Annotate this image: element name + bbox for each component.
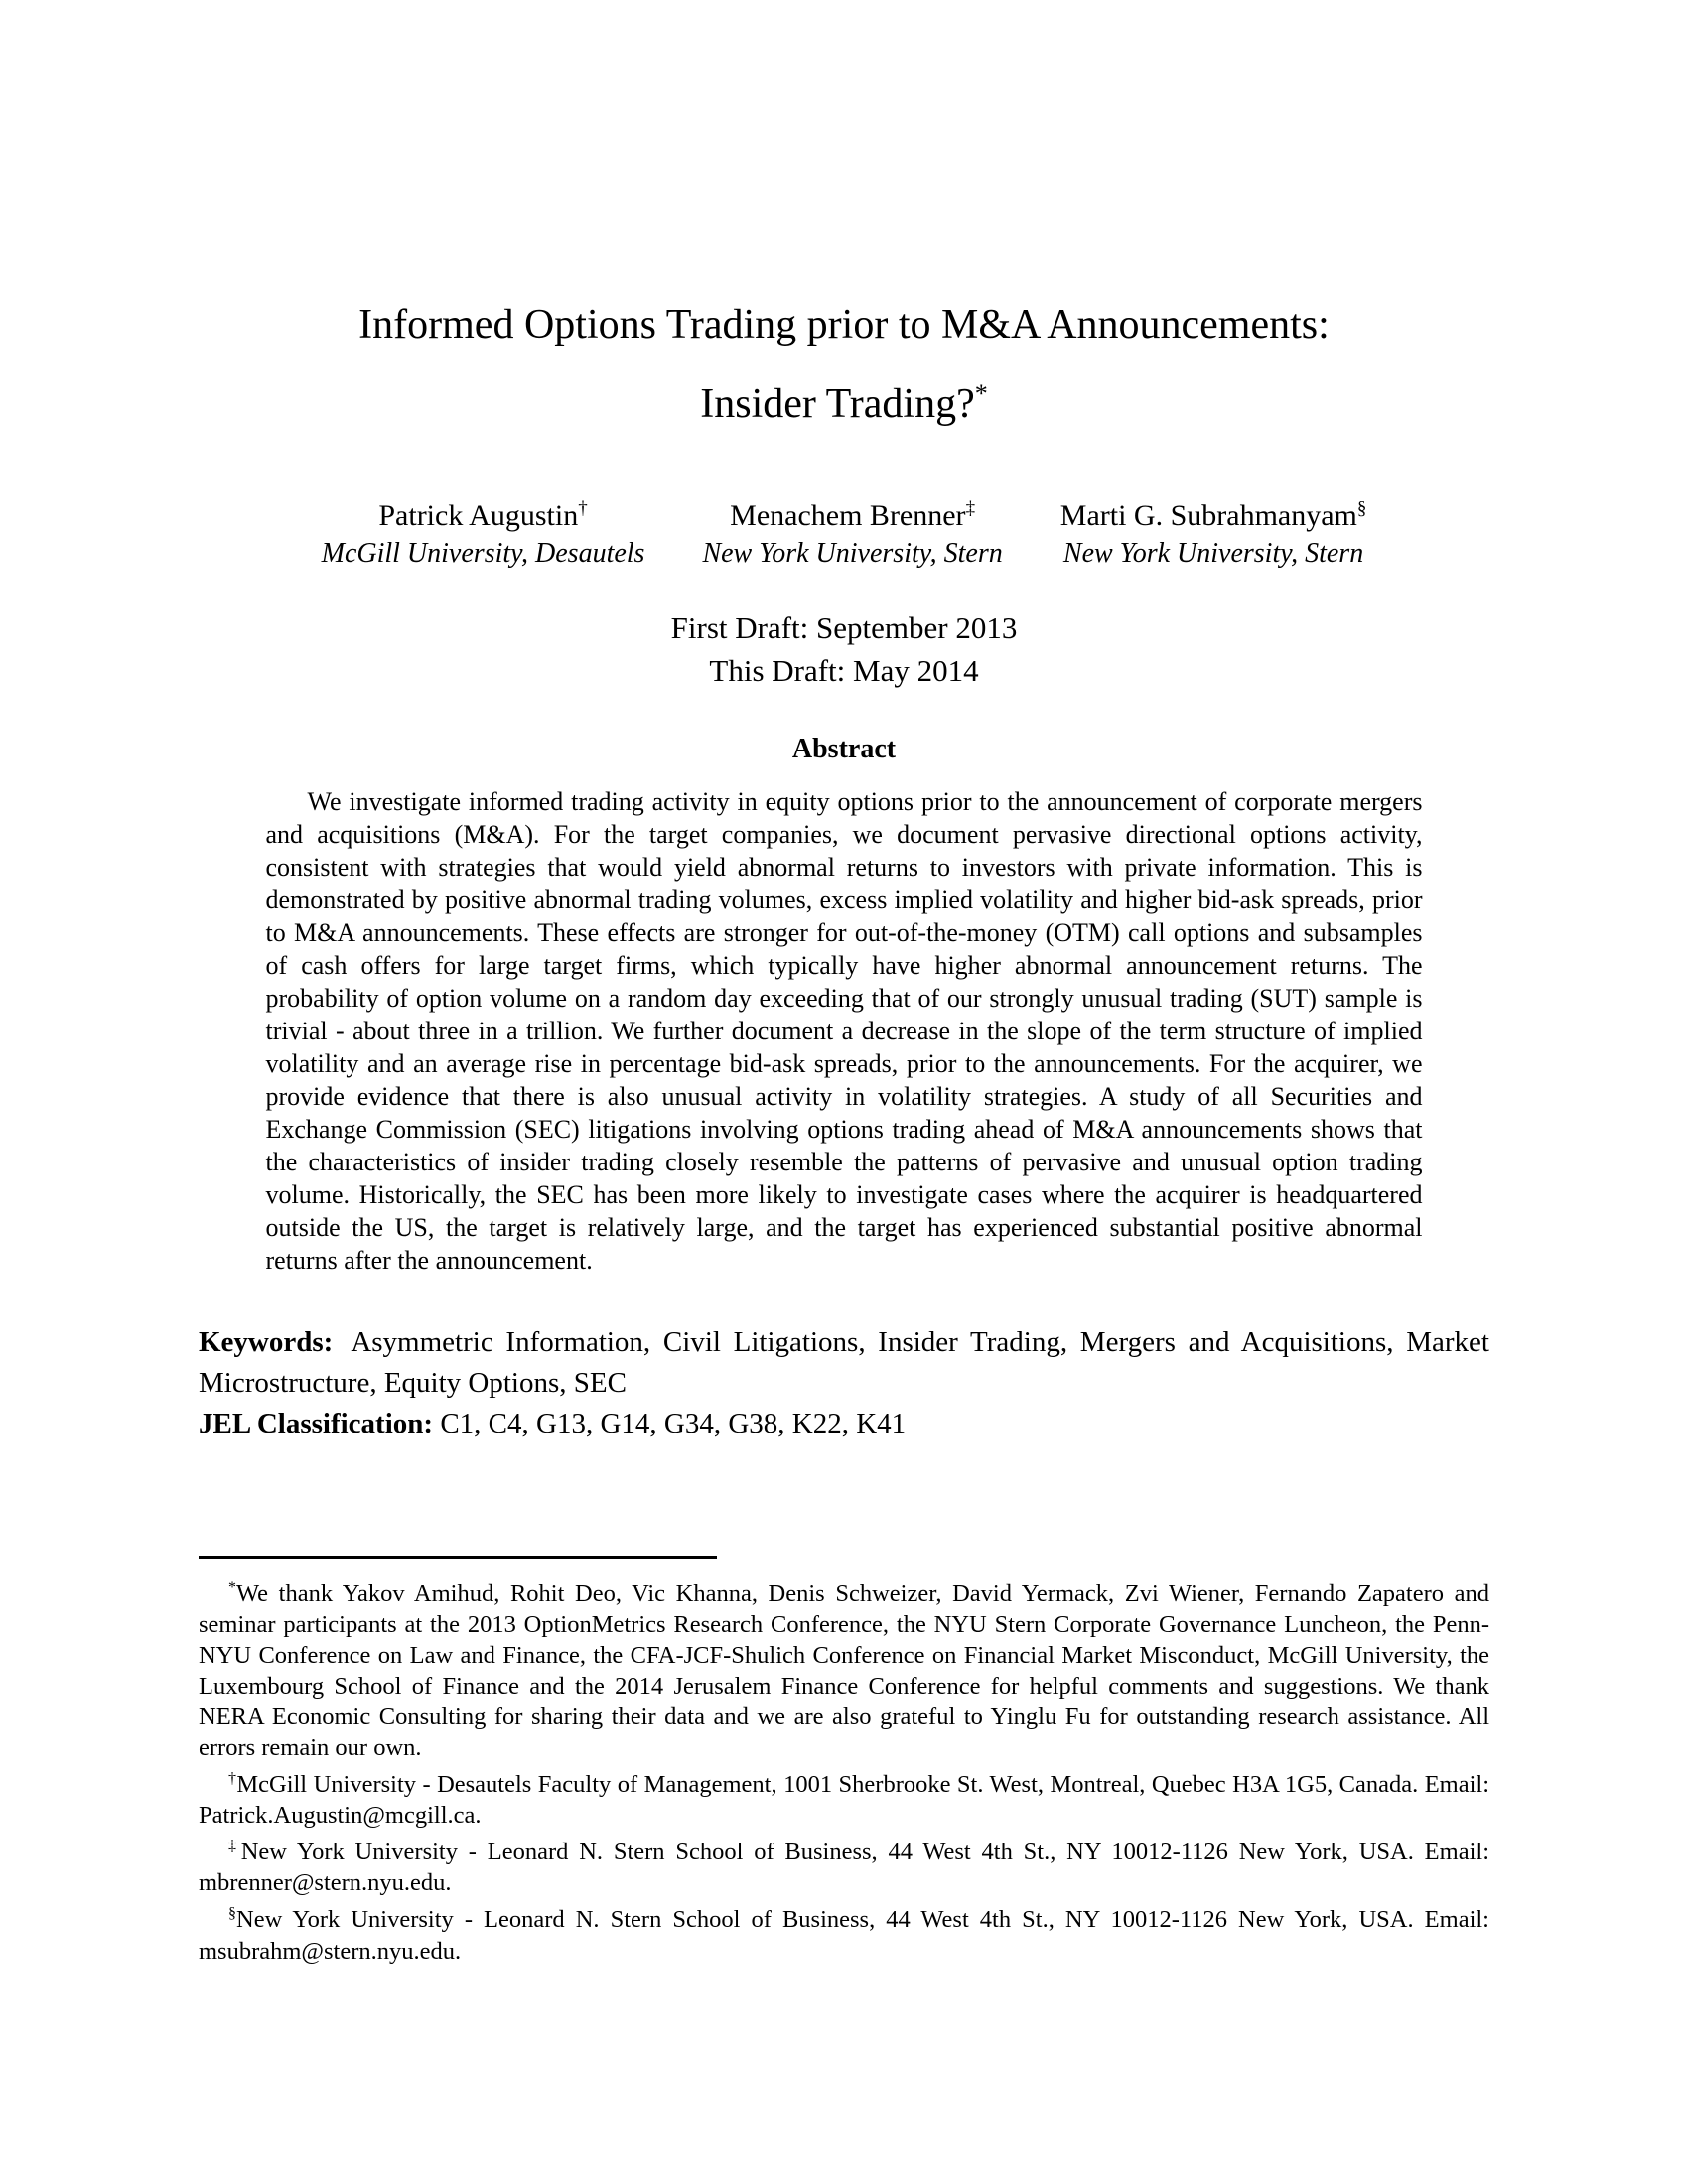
footnote-marker: ‡: [228, 1838, 241, 1855]
paper-title-line2: Insider Trading?*: [700, 379, 988, 427]
abstract-text: We investigate informed trading activity in equity options prior to the announcement of corporate mergers and acquisitions (M&A). For the target companies, we document pervasive directional options activity, consistent with strategies that would yield abnormal returns to investors with private information. This is demonstrated by positive abnormal trading volumes, excess implied volatility and higher bid-ask spreads, prior to M&A announcements. These effects are stronger for out-of-the-money (OTM) call options and subsamples of cash offers for large target firms, which typically have higher abnormal announcement returns. The probability of option volume on a random day exceeding that of our strongly unusual trading (SUT) sample is trivial - about three in a trillion. We further document a decrease in the slope of the term structure of implied volatility and an average rise in percentage bid-ask spreads, prior to the announcements. For the acquirer, we provide evidence that there is also unusual activity in volatility strategies. A study of all Securities and Exchange Commission (SEC) litigations involving options trading ahead of M&A announcements shows that the characteristics of insider trading closely resemble the patterns of pervasive and unusual option trading volume. Historically, the SEC has been more likely to investigate cases where the acquirer is headquartered outside the US, the target is relatively large, and the target has experienced substantial positive abnormal returns after the announcement.: [265, 787, 1423, 1275]
authors-row: [0, 490, 1688, 573]
footnote-marker: *: [228, 1579, 236, 1596]
footnote-subrahmanyam-contact: §New York University - Leonard N. Stern School of Business, 44 West 4th St., NY 10012-1126 New York, USA. Email: msubrahm@stern.nyu.edu.: [199, 1905, 1489, 1965]
author-brenner: [702, 490, 1002, 573]
footnote-rule: [199, 1556, 717, 1559]
footnotes-section: [199, 1572, 1489, 1967]
keywords-label: Keywords:: [199, 1326, 334, 1358]
draft-dates: [0, 607, 1688, 692]
author-footnote-marker: ‡: [965, 498, 976, 519]
author-name: Patrick Augustin†: [378, 498, 588, 532]
author-affiliation: McGill University, Desautels: [321, 538, 645, 569]
footnote-brenner-contact: ‡New York University - Leonard N. Stern School of Business, 44 West 4th St., NY 10012-1126 New York, USA. Email: mbrenner@stern.nyu.edu.: [199, 1838, 1489, 1897]
footnote-marker: §: [228, 1905, 236, 1923]
author-augustin: [322, 490, 645, 573]
author-subrahmanyam: [1060, 490, 1367, 573]
jel-line: [199, 1404, 1489, 1444]
keywords-line: [199, 1322, 1489, 1404]
paper-title-line1: Informed Options Trading prior to M&A Announcements:: [358, 302, 1330, 347]
footnote-thanks: *We thank Yakov Amihud, Rohit Deo, Vic Khanna, Denis Schweizer, David Yermack, Zvi Wiener, Fernando Zapatero and seminar participants at the 2013 OptionMetrics Research Conference, the NYU Stern Corporate Governance Luncheon, the Penn-NYU Conference on Law and Finance, the CFA-JCF-Shulich Conference on Financial Market Misconduct, McGill University, the Luxembourg School of Finance and the 2014 Jerusalem Finance Conference for helpful comments and suggestions. We thank NERA Economic Consulting for sharing their data and we are also grateful to Yinglu Fu for outstanding research assistance. All errors remain our own.: [199, 1579, 1489, 1762]
jel-text: C1, C4, G13, G14, G34, G38, K22, K41: [440, 1408, 907, 1439]
keywords-text: Asymmetric Information, Civil Litigations, Insider Trading, Mergers and Acquisitions, Market Microstructure, Equity Options, SEC: [199, 1326, 1489, 1399]
paper-title: [0, 0, 1688, 439]
jel-label: JEL Classification:: [199, 1408, 434, 1439]
footnote-augustin-contact: †McGill University - Desautels Faculty of Management, 1001 Sherbrooke St. West, Montreal, Quebec H3A 1G5, Canada. Email: Patrick.Augustin@mcgill.ca.: [199, 1770, 1490, 1830]
footnote-marker: †: [228, 1770, 237, 1788]
author-name: Marti G. Subrahmanyam§: [1059, 498, 1367, 532]
title-footnote-marker: *: [974, 379, 988, 408]
first-draft-date: First Draft: September 2013: [670, 611, 1018, 645]
author-footnote-marker: §: [1356, 498, 1367, 519]
author-affiliation: New York University, Stern: [1062, 538, 1364, 569]
author-name: Menachem Brenner‡: [730, 498, 976, 532]
keywords-block: [199, 1322, 1489, 1444]
author-affiliation: New York University, Stern: [702, 538, 1003, 569]
abstract-heading: Abstract: [791, 734, 897, 764]
this-draft-date: This Draft: May 2014: [709, 653, 979, 688]
author-footnote-marker: †: [578, 498, 588, 519]
